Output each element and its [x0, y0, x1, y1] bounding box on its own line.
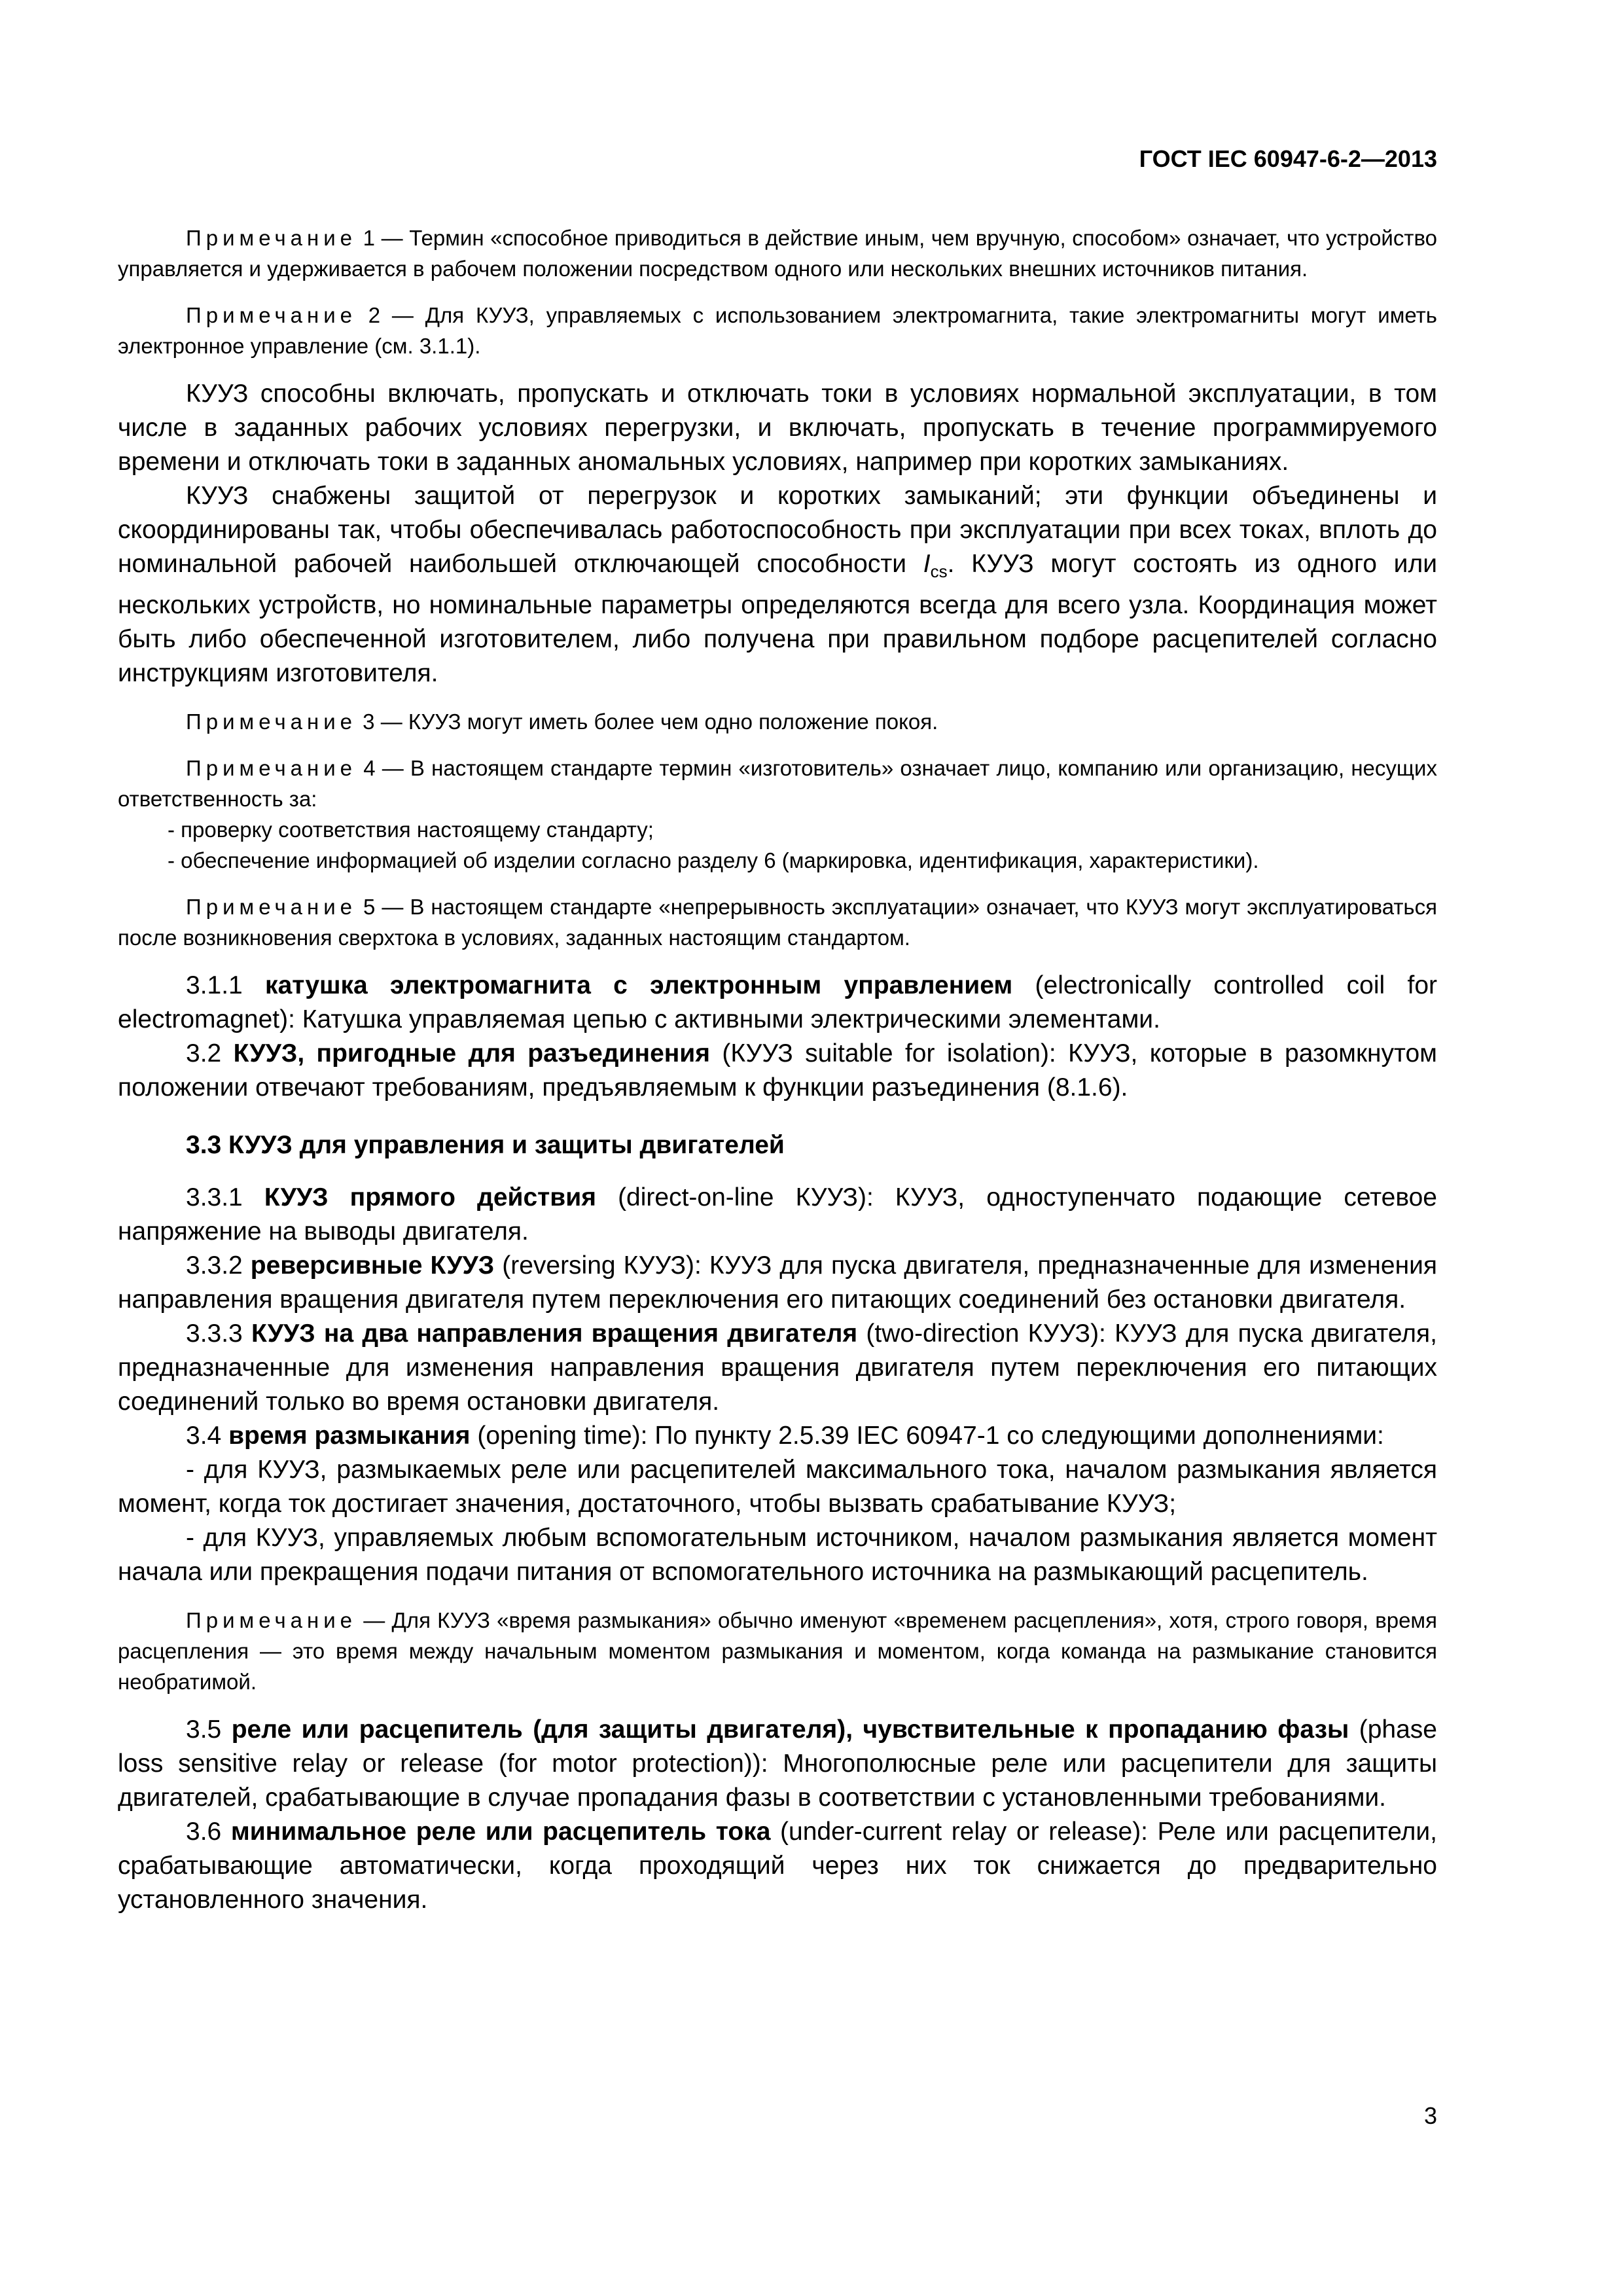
note-4 [118, 753, 1437, 814]
definition-text: (phase loss sensitive relay or release (for motor protection)): Многополюсные реле или расцепители для защиты двигателей, срабатывающие в случае пропадания фазы в соответствии с установленными требованиями. [118, 1715, 1437, 1812]
definition-number: 3.6 [186, 1818, 231, 1846]
definition-term: время размыкания [228, 1422, 471, 1450]
note-opening-time [118, 1605, 1437, 1697]
paragraph-kuuz-capabilities: КУУЗ способны включать, пропускать и отключать токи в условиях нормальной эксплуатации, в том числе в заданных рабочих условиях перегрузки, и включать, пропускать в течение программируемого времени и отключать токи в заданных аномальных условиях, например при коротких замыканиях. [118, 380, 1437, 476]
note-4-item: - обеспечение информацией об изделии согласно разделу 6 (маркировка, идентификация, характеристики). [168, 848, 1259, 872]
definition-3-3-2 [118, 1249, 1437, 1317]
definition-3-4-item: - для КУУЗ, размыкаемых реле или расцепителей максимального тока, началом размыкания является момент, когда ток достигает значения, достаточного, чтобы вызвать срабатывание КУУЗ; [118, 1456, 1437, 1518]
current-subscript: cs [930, 562, 948, 581]
note-label: Примечание [186, 709, 357, 734]
note-label: Примечание [186, 303, 357, 327]
definition-3-5 [118, 1713, 1437, 1815]
definition-term: КУУЗ прямого действия [264, 1183, 596, 1211]
document-header: ГОСТ IEC 60947-6-2—2013 [1139, 145, 1437, 172]
definition-text: (two-direction КУУЗ): КУУЗ для пуска двигателя, предназначенные для изменения направления вращения двигателя путем переключения его питающих соединений только во время остановки двигателя. [118, 1319, 1438, 1416]
note-text: — Для КУУЗ «время размыкания» обычно именуют «временем расцепления», хотя, строго говоря, время расцепления — это время между начальным моментом размыкания и моментом, когда команда на размыкание становится необратимой. [118, 1608, 1437, 1694]
definition-3-6 [118, 1815, 1437, 1917]
note-label: Примечание [186, 756, 357, 780]
definition-3-3-1 [118, 1181, 1437, 1249]
note-text: 5 — В настоящем стандарте «непрерывность эксплуатации» означает, что КУУЗ могут эксплуатироваться после возникновения сверхтока в условиях, заданных настоящим стандартом. [118, 895, 1437, 950]
definition-term: КУУЗ на два направления вращения двигателя [251, 1319, 858, 1348]
note-4-item: - проверку соответствия настоящему стандарту; [168, 817, 654, 842]
definition-text: (reversing КУУЗ): КУУЗ для пуска двигателя, предназначенные для изменения направления вращения двигателя путем переключения его питающих соединений без остановки двигателя. [118, 1251, 1438, 1314]
definition-number: 3.3.2 [186, 1251, 251, 1280]
note-1 [118, 223, 1437, 284]
note-label: Примечание [186, 226, 357, 250]
note-5 [118, 891, 1437, 953]
definition-number: 3.4 [186, 1422, 229, 1450]
note-label: Примечание [186, 1608, 357, 1632]
definition-term: минимальное реле или расцепитель тока [230, 1818, 771, 1846]
note-2 [118, 300, 1437, 361]
section-heading-3-3: 3.3 КУУЗ для управления и защиты двигателей [186, 1131, 785, 1159]
definition-text: (opening time): По пункту 2.5.39 IEC 60947-1 со следующими дополнениями: [470, 1422, 1384, 1450]
page-content [118, 223, 1437, 1917]
note-text: 4 — В настоящем стандарте термин «изготовитель» означает лицо, компанию или организацию, несущих ответственность за: [118, 756, 1437, 811]
definition-text: (direct-on-line КУУЗ): КУУЗ, одноступенчато подающие сетевое напряжение на выводы двигателя. [118, 1183, 1437, 1246]
definition-text: (КУУЗ suitable for isolation): КУУЗ, которые в разомкнутом положении отвечают требованиям, предъявляемым к функции разъединения (8.1.6). [118, 1039, 1437, 1102]
definition-number: 3.5 [186, 1715, 232, 1744]
paragraph-kuuz-protection [118, 479, 1437, 691]
note-text: 3 — КУУЗ могут иметь более чем одно положение покоя. [357, 709, 938, 734]
note-label: Примечание [186, 895, 357, 919]
definition-number: 3.3.3 [186, 1319, 251, 1348]
definition-number: 3.1.1 [186, 971, 266, 999]
definition-term: реверсивные КУУЗ [250, 1251, 495, 1280]
definition-number: 3.2 [186, 1039, 234, 1067]
definition-3-4-item: - для КУУЗ, управляемых любым вспомогательным источником, началом размыкания является момент начала или прекращения подачи питания от вспомогательного источника на размыкающий расцепитель. [118, 1524, 1437, 1586]
current-symbol: I [923, 550, 931, 578]
definition-text: (under-current relay or release): Реле или расцепители, срабатывающие автоматически, когда проходящий через них ток снижается до предварительно установленного значения. [118, 1818, 1437, 1914]
note-text: 2 — Для КУУЗ, управляемых с использованием электромагнита, такие электромагниты могут иметь электронное управление (см. 3.1.1). [118, 303, 1437, 358]
page-number: 3 [1423, 2102, 1437, 2129]
definition-number: 3.3.1 [186, 1183, 264, 1211]
note-text: 1 — Термин «способное приводиться в действие иным, чем вручную, способом» означает, что устройство управляется и удерживается в рабочем положении посредством одного или нескольких внешних источников питания. [118, 226, 1437, 281]
paragraph-text: КУУЗ снабжены защитой от перегрузок и коротких замыканий; эти функции объединены и скоординированы так, чтобы обеспечивалась работоспособность при эксплуатации при всех токах, вплоть до номинальной рабочей наибольшей отключающей способности [118, 482, 1437, 578]
definition-3-4 [118, 1419, 1437, 1453]
definition-3-2 [118, 1037, 1437, 1105]
paragraph-text: . КУУЗ могут состоять из одного или нескольких устройств, но номинальные параметры определяются всегда для всего узла. Координация может быть либо обеспеченной изготовителем, либо получена при правильном подборе расцепителей согласно инструкциям изготовителя. [118, 550, 1437, 687]
definition-text: (electronically controlled coil for electromagnet): Катушка управляемая цепью с активными электрическими элементами. [118, 971, 1437, 1033]
definition-3-3-3 [118, 1317, 1437, 1419]
definition-3-1-1 [118, 969, 1437, 1037]
definition-term: катушка электромагнита с электронным управлением [265, 971, 1013, 999]
note-3 [118, 706, 1437, 737]
definition-term: КУУЗ, пригодные для разъединения [233, 1039, 711, 1067]
definition-term: реле или расцепитель (для защиты двигателя), чувствительные к пропаданию фазы [231, 1715, 1349, 1744]
